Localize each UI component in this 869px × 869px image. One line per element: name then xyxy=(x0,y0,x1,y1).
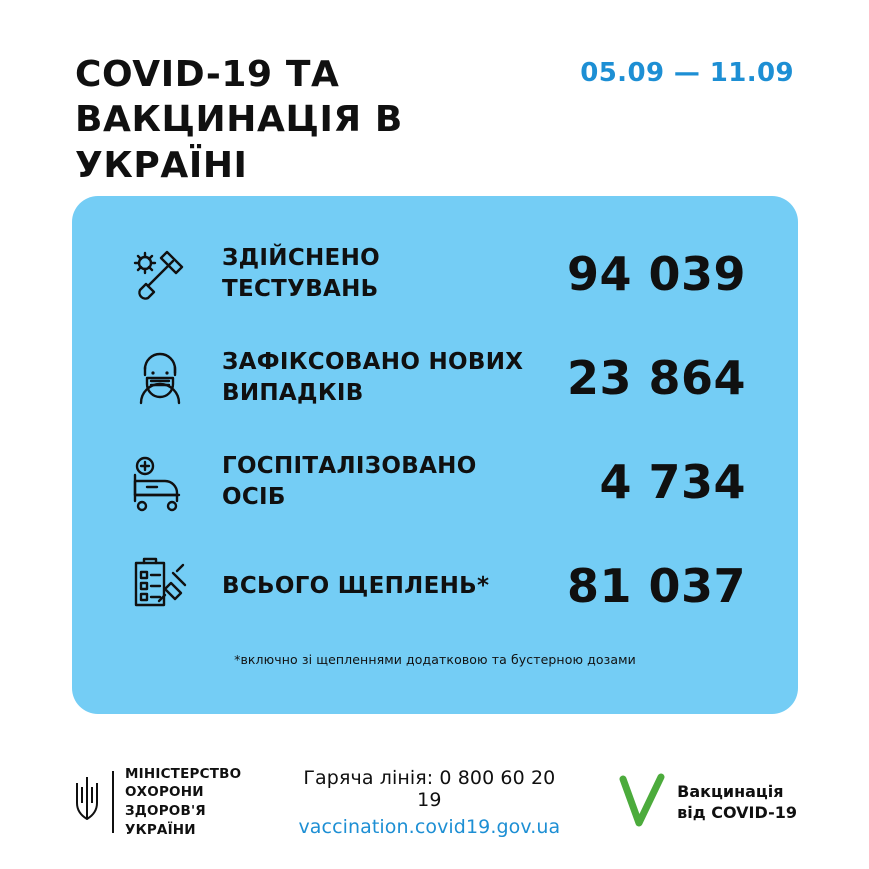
vaccination-badge-line-1: Вакцинація xyxy=(677,781,784,801)
stat-value-vaccinations: 81 037 xyxy=(566,559,746,613)
page-title: COVID-19 ТА ВАКЦИНАЦІЯ В УКРАЇНІ xyxy=(75,54,403,186)
ministry-line-3: ЗДОРОВ'Я xyxy=(125,803,206,819)
ministry-name xyxy=(125,765,241,840)
website-link[interactable]: vaccination.covid19.gov.ua xyxy=(298,815,561,838)
stat-label-tests: ЗДІЙСНЕНО ТЕСТУВАНЬ xyxy=(222,245,380,302)
date-range: 05.09 — 11.09 xyxy=(580,58,794,88)
ministry-line-1: МІНІСТЕРСТВО xyxy=(125,765,242,782)
clipboard-syringe-icon xyxy=(112,551,208,621)
contact-block xyxy=(298,767,590,838)
divider xyxy=(112,771,114,833)
ministry-line-2: ОХОРОНИ xyxy=(125,784,204,801)
stat-label-new-cases: ЗАФІКСОВАНО НОВИХ ВИПАДКІВ xyxy=(222,349,524,406)
masked-person-icon xyxy=(112,345,208,411)
stat-label-vaccinations: ВСЬОГО ЩЕПЛЕНЬ* xyxy=(222,572,490,599)
ukraine-trident-emblem-icon xyxy=(72,773,102,831)
vaccination-checkmark-icon xyxy=(617,773,667,831)
hotline-text: Гаряча лінія: 0 800 60 20 19 xyxy=(303,766,556,811)
statistics-card xyxy=(72,196,798,714)
footer xyxy=(72,752,797,852)
header xyxy=(75,52,794,188)
vaccination-badge-line-2: від COVID-19 xyxy=(677,803,797,822)
vaccination-badge xyxy=(590,773,797,831)
stat-label-hospitalized: ГОСПІТАЛІЗОВАНО ОСІБ xyxy=(222,453,477,510)
stat-row-vaccinations xyxy=(112,534,758,638)
vaccination-badge-text xyxy=(677,781,797,823)
stat-row-hospitalized xyxy=(112,430,758,534)
stat-value-new-cases: 23 864 xyxy=(566,351,746,405)
stat-row-new-cases xyxy=(112,326,758,430)
stat-row-tests xyxy=(112,222,758,326)
stat-value-tests: 94 039 xyxy=(566,247,746,301)
card-footnote: *включно зі щепленнями додатковою та бустерною дозами xyxy=(234,652,636,667)
ministry-logo xyxy=(72,765,298,840)
hospital-bed-icon xyxy=(112,449,208,515)
statistics-rows xyxy=(112,222,758,638)
stat-value-hospitalized: 4 734 xyxy=(599,455,746,509)
test-tube-swab-icon xyxy=(112,241,208,307)
ministry-line-4: УКРАЇНИ xyxy=(125,821,196,838)
